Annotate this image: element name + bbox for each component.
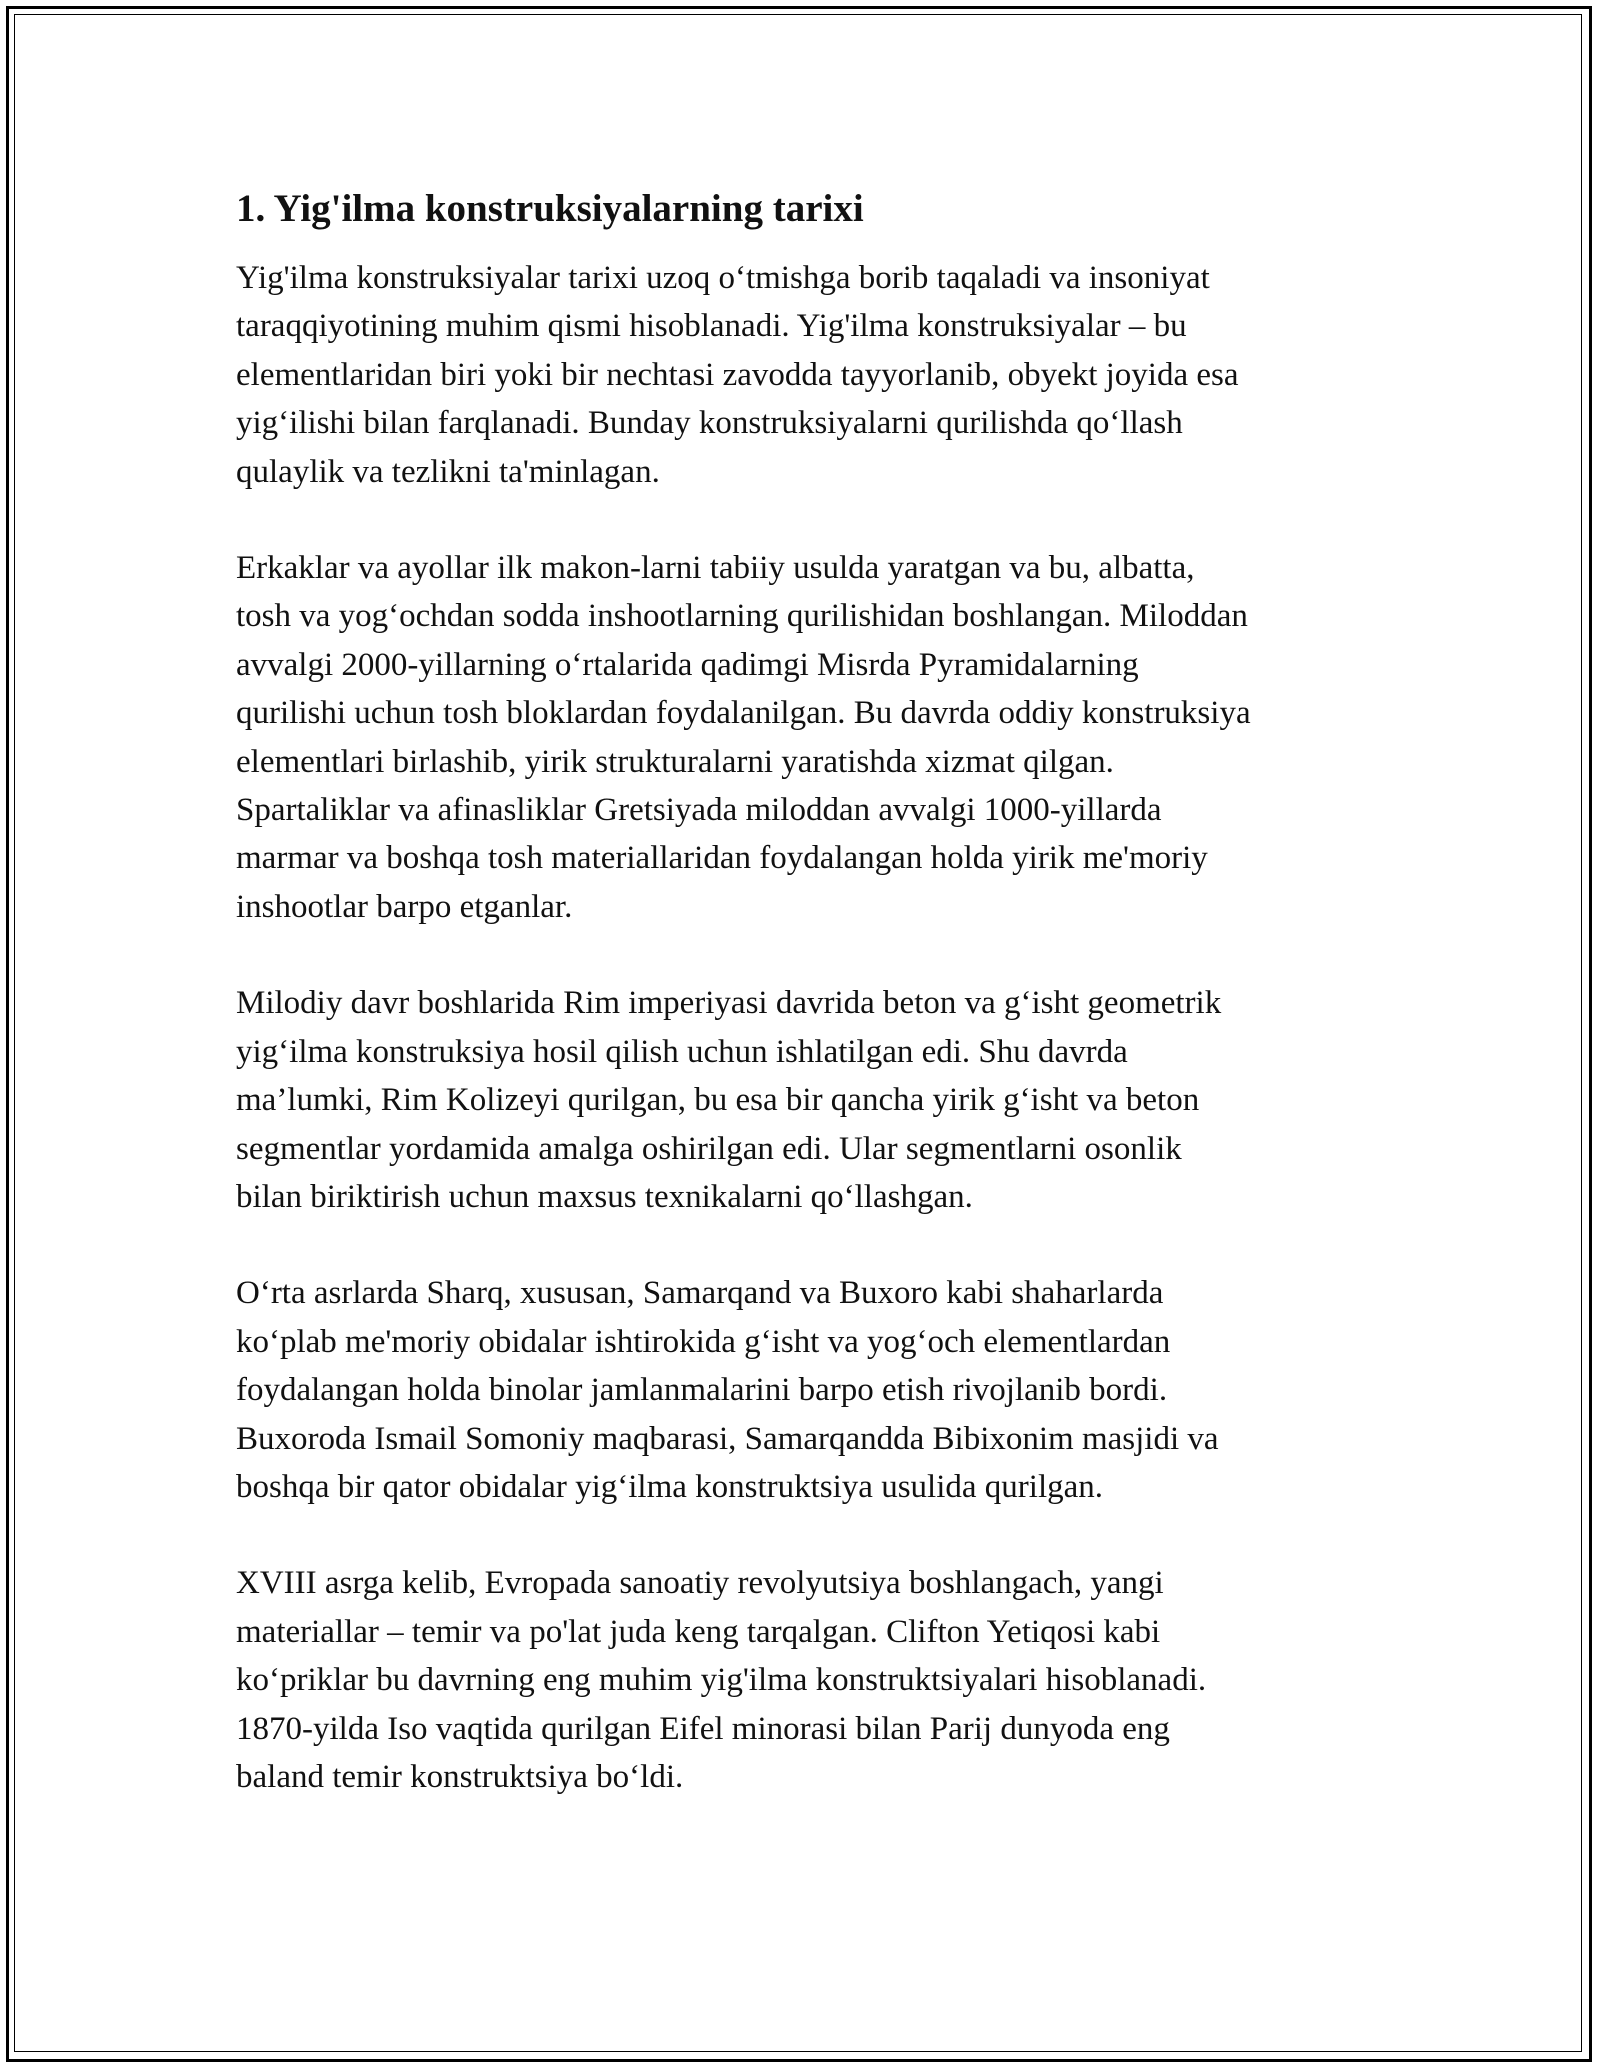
paragraph-line: avvalgi 2000-yillarning o‘rtalarida qadimgi Misrda Pyramidalarning [236, 646, 1139, 683]
paragraph-line: O‘rta asrlarda Sharq, xususan, Samarqand va Buxoro kabi shaharlarda [236, 1275, 1164, 1312]
paragraph-line: ma’lumki, Rim Kolizeyi qurilgan, bu esa bir qancha yirik g‘isht va beton [236, 1082, 1200, 1119]
paragraph-line: Buxoroda Ismail Somoniy maqbarasi, Samarqandda Bibixonim masjidi va [236, 1420, 1219, 1457]
paragraph-line: yig‘ilma konstruksiya hosil qilish uchun ishlatilgan edi. Shu davrda [236, 1033, 1128, 1070]
paragraph-ancient [236, 544, 1376, 931]
paragraph-intro [236, 254, 1376, 496]
paragraph-line: Yig'ilma konstruksiyalar tarixi uzoq o‘tmishga borib taqaladi va insoniyat [236, 260, 1210, 296]
paragraph-line: qurilishi uchun tosh bloklardan foydalanilgan. Bu davrda oddiy konstruksiya [236, 695, 1251, 732]
document-body [236, 184, 1376, 1849]
paragraph-line: yig‘ilishi bilan farqlanadi. Bunday konstruksiyalarni qurilishda qo‘llash [236, 405, 1183, 442]
paragraph-rome [236, 979, 1376, 1221]
paragraph-line: bilan biriktirish uchun maxsus texnikalarni qo‘llashgan. [236, 1178, 973, 1215]
paragraph-line: Milodiy davr boshlarida Rim imperiyasi davrida beton va g‘isht geometrik [236, 985, 1222, 1022]
paragraph-line: taraqqiyotining muhim qismi hisoblanadi. Yig'ilma konstruksiyalar – bu [236, 308, 1187, 345]
paragraph-line: ko‘plab me'moriy obidalar ishtirokida g‘isht va yog‘och elementlardan [236, 1323, 1171, 1360]
paragraph-middle-ages [236, 1269, 1376, 1511]
paragraph-line: 1870-yilda Iso vaqtida qurilgan Eifel minorasi bilan Parij dunyoda eng [236, 1710, 1170, 1747]
paragraph-line: tosh va yog‘ochdan sodda inshootlarning qurilishidan boshlangan. Miloddan [236, 598, 1248, 635]
paragraph-line: baland temir konstruktsiya bo‘ldi. [236, 1758, 684, 1795]
paragraph-industrial [236, 1559, 1376, 1801]
paragraph-line: Spartaliklar va afinasliklar Gretsiyada miloddan avvalgi 1000-yillarda [236, 792, 1162, 829]
paragraph-line: elementlaridan biri yoki bir nechtasi zavodda tayyorlanib, obyekt joyida esa [236, 356, 1239, 393]
paragraph-line: elementlari birlashib, yirik strukturalarni yaratishda xizmat qilgan. [236, 743, 1114, 780]
paragraph-line: Erkaklar va ayollar ilk makon-larni tabiiy usulda yaratgan va bu, albatta, [236, 550, 1195, 587]
paragraph-line: qulaylik va tezlikni ta'minlagan. [236, 453, 660, 490]
paragraph-line: segmentlar yordamida amalga oshirilgan edi. Ular segmentlarni osonlik [236, 1130, 1182, 1167]
paragraph-line: ko‘priklar bu davrning eng muhim yig'ilma konstruktsiyalari hisoblanadi. [236, 1662, 1207, 1699]
paragraph-line: marmar va boshqa tosh materiallaridan foydalangan holda yirik me'moriy [236, 840, 1208, 877]
section-heading: 1. Yig'ilma konstruksiyalarning tarixi [236, 187, 864, 230]
paragraph-line: materiallar – temir va po'lat juda keng tarqalgan. Clifton Yetiqosi kabi [236, 1613, 1161, 1650]
paragraph-line: inshootlar barpo etganlar. [236, 888, 573, 925]
paragraph-line: boshqa bir qator obidalar yig‘ilma konstruktsiya usulida qurilgan. [236, 1468, 1104, 1505]
paragraph-line: XVIII asrga kelib, Evropada sanoatiy revolyutsiya boshlangach, yangi [236, 1565, 1164, 1602]
paragraph-line: foydalangan holda binolar jamlanmalarini barpo etish rivojlanib bordi. [236, 1372, 1168, 1409]
